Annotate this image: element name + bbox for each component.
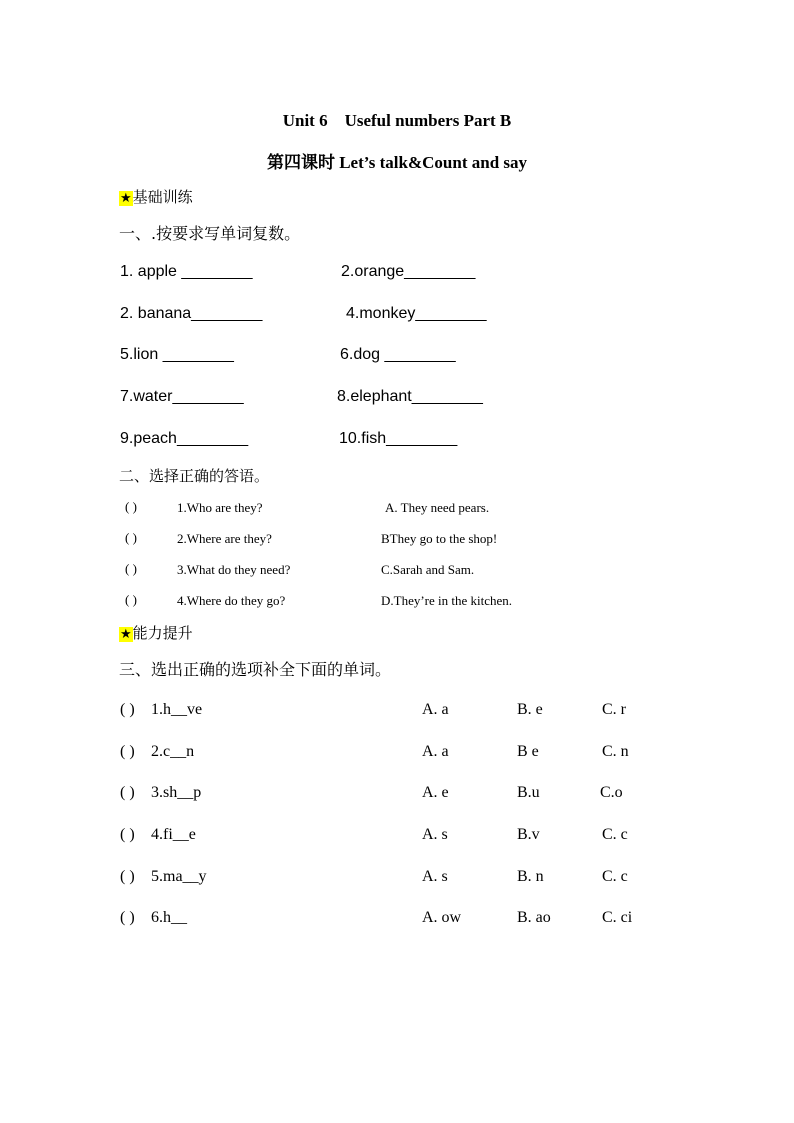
answer-paren: ( ) bbox=[120, 826, 135, 843]
answer-paren: ( ) bbox=[125, 592, 137, 607]
option-a: A. a bbox=[422, 743, 449, 760]
option-b: B.v bbox=[517, 826, 540, 843]
option-b: B.u bbox=[517, 784, 540, 801]
plural-item-3: 2. banana________ bbox=[120, 305, 263, 322]
option-c: C. c bbox=[602, 868, 628, 885]
page-subtitle: 第四课时 Let’s talk&Count and say bbox=[266, 153, 528, 172]
blank-word: 6.h__ bbox=[151, 909, 187, 926]
section1-heading: 一、.按要求写单词复数。 bbox=[119, 224, 301, 243]
option-a: A. s bbox=[422, 868, 448, 885]
plural-item-9: 9.peach________ bbox=[120, 430, 249, 447]
option-b: B. ao bbox=[517, 909, 551, 926]
plural-item-2: 2.orange________ bbox=[341, 263, 476, 280]
answer-paren: ( ) bbox=[120, 784, 135, 801]
section-ability-text: 能力提升 bbox=[132, 624, 193, 642]
option-c: C. n bbox=[602, 743, 629, 760]
plural-item-4: 4.monkey________ bbox=[346, 305, 487, 322]
answer-option: A. They need pears. bbox=[385, 500, 490, 515]
page-title: Unit 6 Useful numbers Part B bbox=[282, 111, 512, 130]
option-a: A. s bbox=[422, 826, 448, 843]
answer-paren: ( ) bbox=[125, 530, 137, 545]
section-ability-label bbox=[119, 622, 193, 643]
answer-paren: ( ) bbox=[120, 743, 135, 760]
answer-option: BThey go to the shop! bbox=[381, 531, 498, 546]
plural-item-5: 5.lion ________ bbox=[120, 346, 234, 363]
question-text: 4.Where do they go? bbox=[177, 593, 286, 608]
option-a: A. a bbox=[422, 701, 449, 718]
answer-paren: ( ) bbox=[125, 561, 137, 576]
option-a: A. ow bbox=[422, 909, 462, 926]
option-a: A. e bbox=[422, 784, 449, 801]
section2-heading: 二、选择正确的答语。 bbox=[119, 467, 270, 485]
section-basic-text: 基础训练 bbox=[132, 188, 193, 206]
plural-item-8: 8.elephant________ bbox=[337, 388, 483, 405]
blank-word: 5.ma__y bbox=[151, 868, 207, 885]
option-c: C. c bbox=[602, 826, 628, 843]
blank-word: 3.sh__p bbox=[151, 784, 202, 801]
section3-heading: 三、选出正确的选项补全下面的单词。 bbox=[119, 660, 392, 679]
option-c: C. r bbox=[602, 701, 626, 718]
answer-option: C.Sarah and Sam. bbox=[381, 562, 475, 577]
question-text: 1.Who are they? bbox=[177, 500, 263, 515]
blank-word: 1.h__ve bbox=[151, 701, 203, 718]
plural-item-6: 6.dog ________ bbox=[340, 346, 456, 363]
blank-word: 2.c__n bbox=[151, 743, 195, 760]
option-c: C. ci bbox=[602, 909, 633, 926]
plural-item-1: 1. apple ________ bbox=[120, 263, 253, 280]
option-b: B. n bbox=[517, 868, 544, 885]
question-text: 3.What do they need? bbox=[177, 562, 291, 577]
answer-option: D.They’re in the kitchen. bbox=[381, 593, 513, 608]
star-icon: ★ bbox=[120, 627, 132, 642]
option-b: B e bbox=[517, 743, 539, 760]
star-icon: ★ bbox=[120, 191, 132, 206]
answer-paren: ( ) bbox=[120, 701, 135, 718]
question-text: 2.Where are they? bbox=[177, 531, 272, 546]
plural-item-10: 10.fish________ bbox=[339, 430, 458, 447]
section-basic-label bbox=[119, 186, 193, 207]
answer-paren: ( ) bbox=[120, 868, 135, 885]
option-c: C.o bbox=[600, 784, 623, 801]
plural-item-7: 7.water________ bbox=[120, 388, 244, 405]
answer-paren: ( ) bbox=[125, 499, 137, 514]
answer-paren: ( ) bbox=[120, 909, 135, 926]
option-b: B. e bbox=[517, 701, 543, 718]
blank-word: 4.fi__e bbox=[151, 826, 196, 843]
